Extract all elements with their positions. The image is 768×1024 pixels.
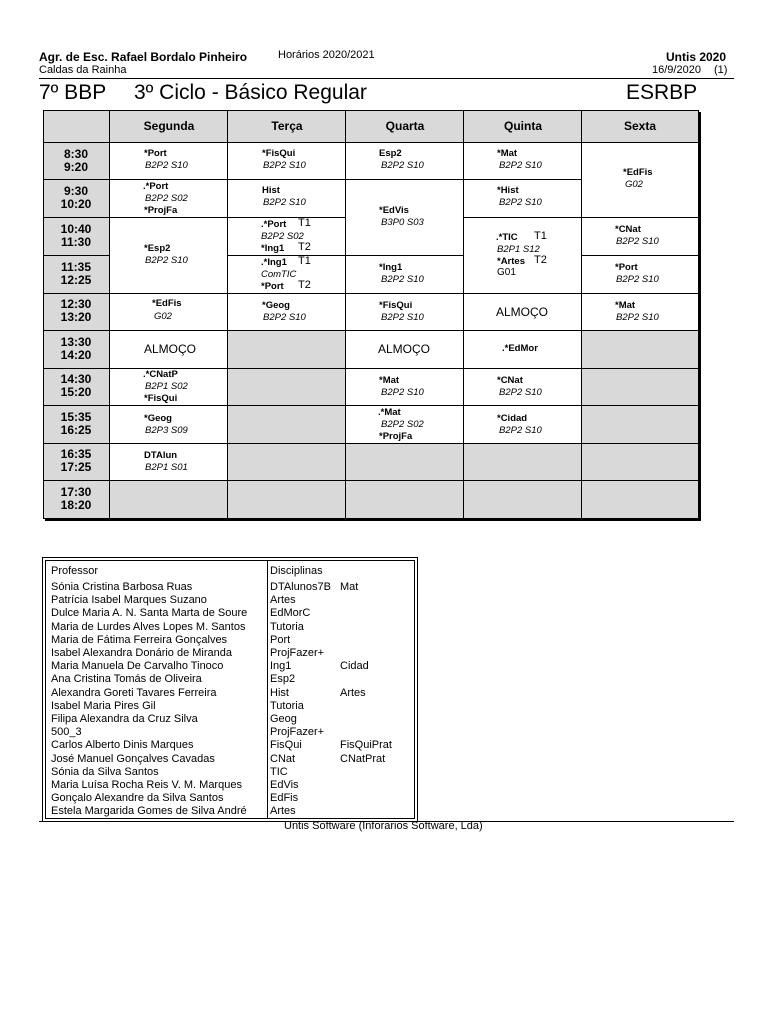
time-slot: 15:35 16:25 [60, 410, 92, 437]
group-tag: T1 [534, 230, 547, 242]
school-code: ESRBP [626, 81, 698, 104]
lesson-subject: *Ing1 [261, 243, 285, 254]
legend-subject: Geog [270, 713, 297, 725]
legend-subject: TIC [270, 765, 288, 778]
lesson-room: B2P2 S02 [145, 193, 188, 204]
lesson-room: B2P2 S10 [499, 387, 542, 398]
day-header-quinta: Quinta [504, 119, 542, 133]
town-name: Caldas da Rainha [39, 64, 127, 76]
lesson-room: B2P2 S10 [381, 312, 424, 323]
legend-subject: Artes [270, 805, 296, 818]
lesson-subject: .*CNatP [143, 369, 178, 380]
lesson-subject: *Port [144, 148, 167, 159]
lesson-room: B2P2 S10 [381, 160, 424, 171]
lesson-subject: *ProjFa [379, 431, 413, 442]
legend-subject: EdVis [270, 779, 299, 791]
lesson-subject: *Mat [379, 375, 400, 386]
page-number: (1) [714, 64, 728, 76]
legend-teacher-name: Carlos Alberto Dinis Marques [51, 739, 194, 752]
lesson-subject: *Ing1 [379, 262, 403, 273]
lesson-room: B2P2 S10 [616, 236, 659, 247]
group-tag: T1 [298, 217, 311, 229]
legend-teacher-name: Isabel Alexandra Donário de Miranda [51, 647, 233, 659]
legend-subject: Ing1 [270, 660, 292, 673]
lesson-subject: .*Mat [378, 407, 401, 418]
lesson-subject: *Esp2 [144, 243, 171, 254]
lesson-subject: *EdFis [152, 298, 182, 309]
lesson-subject: *Port [615, 262, 638, 273]
lesson-room: B2P2 S02 [381, 419, 424, 430]
legend-subject: Esp2 [270, 673, 296, 686]
legend-subject: Tutoria [270, 620, 304, 633]
lesson-subject: Hist [262, 185, 280, 196]
legend-subject: CNat [270, 752, 296, 765]
group-tag: T2 [298, 241, 311, 253]
lesson-room: B2P2 S10 [616, 312, 659, 323]
lesson-room: B2P2 S10 [499, 197, 542, 208]
lesson-room: B2P2 S10 [381, 387, 424, 398]
group-tag: T2 [298, 279, 311, 291]
legend-subject: Hist [270, 686, 289, 699]
lesson-subject: *Cidad [497, 413, 528, 424]
lesson-room: G02 [625, 179, 643, 190]
legend-teacher-name: Filipa Alexandra da Cruz Silva [51, 713, 198, 725]
time-slot: 10:40 11:30 [60, 222, 92, 249]
day-header-quarta: Quarta [385, 119, 425, 133]
legend-subject: ProjFazer+ [270, 647, 325, 659]
lesson-subject: .*Port [261, 219, 287, 230]
legend-teacher-name: Ana Cristina Tomás de Oliveira [51, 673, 202, 686]
lesson-room: B2P2 S10 [381, 274, 424, 285]
header-divider [39, 78, 734, 79]
lesson-room: B2P1 S01 [145, 462, 188, 473]
legend-teacher-name: José Manuel Gonçalves Cavadas [51, 752, 215, 765]
lesson-room: B2P1 S02 [145, 381, 188, 392]
lunch-label: ALMOÇO [378, 342, 431, 356]
lesson-subject: Esp2 [379, 148, 402, 159]
software-version: Untis 2020 [666, 50, 727, 64]
lesson-room: B2P2 S10 [616, 274, 659, 285]
lesson-subject: .*EdMor [502, 343, 538, 354]
lesson-room: B2P2 S10 [145, 255, 188, 266]
lesson-subject: *Mat [615, 300, 636, 311]
empty-row-p10 [110, 480, 698, 518]
lesson-room: B2P2 S10 [263, 197, 306, 208]
time-slot: 12:30 13:20 [60, 297, 92, 324]
lesson-subject: *CNat [615, 224, 641, 235]
lesson-room: B2P2 S10 [499, 425, 542, 436]
legend-teacher-name: Patrícia Isabel Marques Suzano [51, 594, 207, 607]
lesson-subject: .*Port [143, 181, 169, 192]
time-slot: 17:30 18:20 [60, 485, 92, 512]
teacher-legend [45, 560, 415, 819]
group-tag: T2 [534, 254, 547, 266]
lesson-subject: *FisQui [144, 393, 178, 404]
time-slot: 14:30 15:20 [60, 372, 92, 399]
lesson-room: G01 [497, 267, 516, 278]
lesson-subject: *Geog [144, 413, 172, 424]
legend-teacher-name: Isabel Maria Pires Gil [51, 699, 156, 712]
lesson-room: B3P0 S03 [381, 217, 424, 228]
lesson-subject: *EdVis [379, 205, 409, 216]
lesson-subject: *CNat [497, 375, 523, 386]
lesson-subject: *ProjFa [144, 205, 178, 216]
legend-teacher-name: Maria de Lurdes Alves Lopes M. Santos [51, 620, 246, 633]
legend-header-disciplinas: Disciplinas [270, 565, 323, 577]
day-header-segunda: Segunda [143, 119, 195, 133]
legend-subject-2: Mat [340, 581, 359, 593]
legend-subject: FisQui [270, 739, 302, 752]
legend-subject: EdMorC [270, 607, 311, 620]
legend-teacher-name: Sónia Cristina Barbosa Ruas [51, 581, 193, 593]
group-tag: T1 [298, 255, 311, 267]
time-slot: 9:30 10:20 [60, 184, 92, 211]
legend-subject: Port [270, 633, 291, 646]
lesson-subject: *FisQui [262, 148, 296, 159]
lesson-subject: .*TIC [496, 232, 518, 243]
time-slot: 11:35 12:25 [60, 260, 92, 287]
legend-teacher-name: Maria Luísa Rocha Reis V. M. Marques [51, 779, 242, 791]
legend-subject: ProjFazer+ [270, 726, 325, 739]
lesson-subject: .*Ing1 [261, 257, 287, 268]
schedule-period: Horários 2020/2021 [278, 49, 375, 61]
print-date: 16/9/2020 [652, 64, 701, 76]
legend-teacher-name: Dulce Maria A. N. Santa Marta de Soure [51, 607, 248, 620]
legend-teacher-name: Sónia da Silva Santos [51, 765, 159, 778]
time-slot: 16:35 17:25 [60, 447, 92, 474]
legend-header-professor: Professor [51, 565, 99, 577]
lesson-subject: *Artes [497, 256, 525, 267]
lunch-label: ALMOÇO [496, 305, 549, 319]
legend-subject-2: Artes [340, 686, 366, 699]
legend-subject-2: FisQuiPrat [340, 739, 392, 752]
legend-teacher-name: Estela Margarida Gomes de Silva André [51, 805, 247, 818]
timetable-grid [43, 110, 699, 519]
time-slot: 13:30 14:20 [60, 335, 92, 362]
time-slot: 8:30 9:20 [63, 147, 89, 174]
lesson-subject: *Port [261, 281, 284, 292]
legend-teacher-name: 500_3 [51, 726, 82, 739]
day-header-sexta: Sexta [623, 119, 657, 133]
school-name: Agr. de Esc. Rafael Bordalo Pinheiro [39, 50, 248, 64]
legend-subject: EdFis [270, 792, 299, 805]
class-code: 7º BBP [39, 81, 107, 104]
lesson-subject: *Geog [262, 300, 290, 311]
legend-teacher-name: Gonçalo Alexandre da Silva Santos [51, 792, 224, 805]
lunch-label: ALMOÇO [144, 342, 197, 356]
lesson-room: B2P2 S02 [261, 231, 304, 242]
lesson-room: B2P1 S12 [497, 244, 540, 255]
lesson-room: B2P3 S09 [145, 425, 188, 436]
lesson-subject: *Mat [497, 148, 518, 159]
legend-subject: Artes [270, 594, 296, 607]
legend-teacher-name: Maria de Fátima Ferreira Gonçalves [51, 633, 228, 646]
lesson-subject: *Hist [497, 185, 519, 196]
lesson-room: B2P2 S10 [499, 160, 542, 171]
lesson-room: B2P2 S10 [263, 160, 306, 171]
legend-teacher-name: Alexandra Goreti Tavares Ferreira [51, 686, 217, 699]
day-header-terca: Terça [271, 119, 303, 133]
lesson-room: ComTIC [261, 269, 297, 280]
lesson-room: B2P2 S10 [263, 312, 306, 323]
empty-slot-qui-p9 [463, 443, 581, 480]
class-name: 3º Ciclo - Básico Regular [134, 81, 367, 104]
lesson-room: G02 [154, 311, 172, 322]
legend-subject: DTAlunos7B [270, 581, 331, 593]
legend-subject-2: Cidad [340, 660, 369, 673]
lesson-subject: DTAlun [144, 450, 178, 461]
empty-slot-qua-p9 [345, 443, 463, 480]
legend-teacher-name: Maria Manuela De Carvalho Tinoco [51, 660, 224, 673]
legend-subject: Tutoria [270, 699, 304, 712]
lesson-subject: *FisQui [379, 300, 413, 311]
lesson-subject: *EdFis [623, 167, 653, 178]
legend-subject-2: CNatPrat [340, 752, 386, 765]
footer-credit: Untis Software (Inforarios Software, Lda) [284, 820, 483, 832]
lesson-room: B2P2 S10 [145, 160, 188, 171]
